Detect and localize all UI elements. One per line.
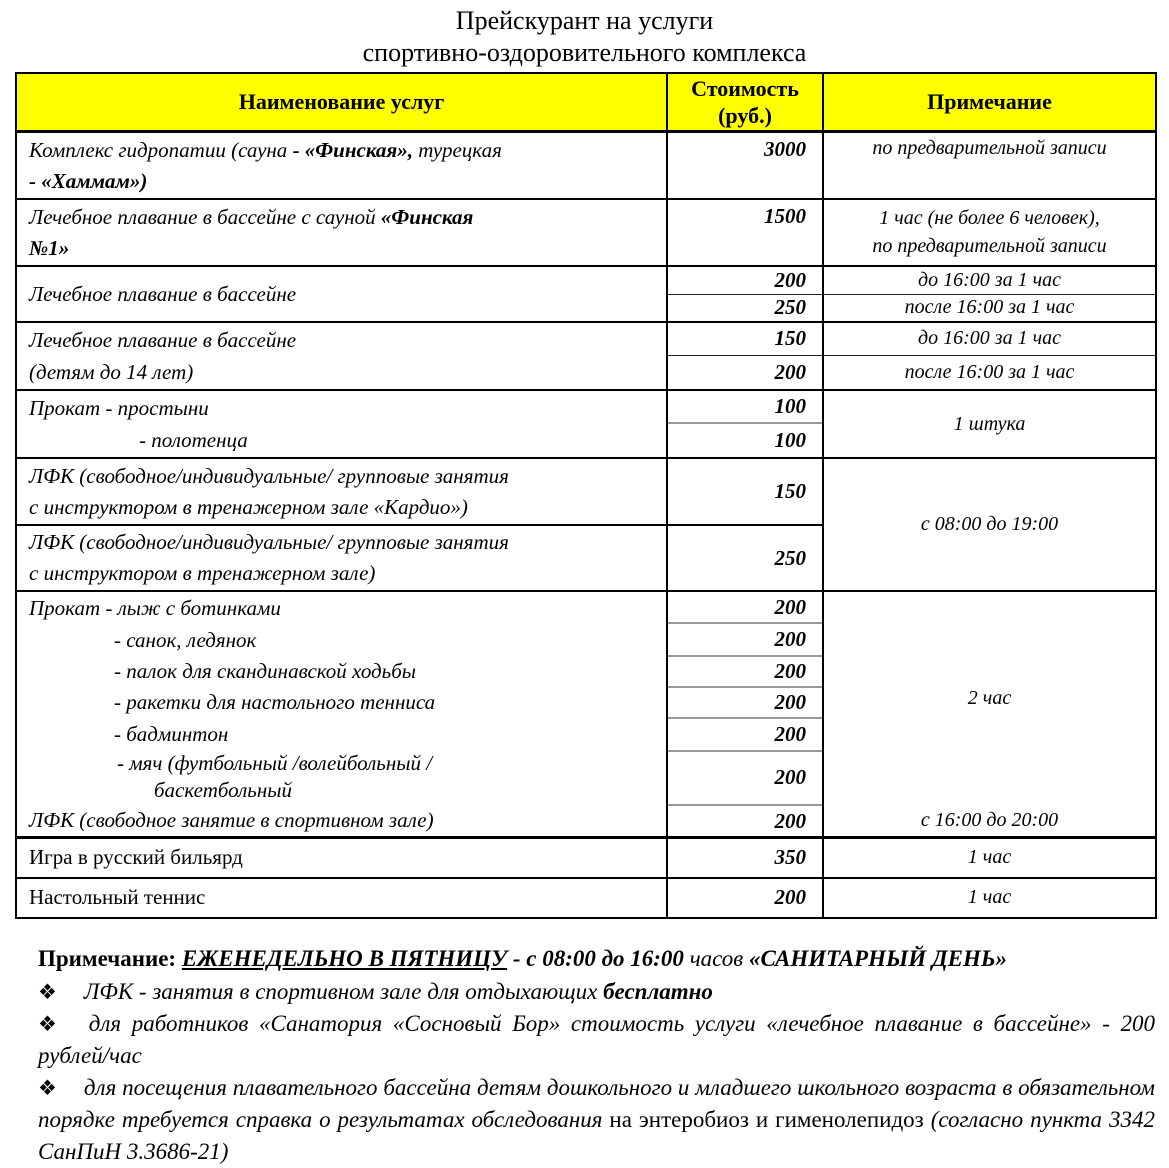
title-line-2: спортивно-оздоровительного комплекса [362, 38, 807, 67]
header-cell-price [667, 73, 823, 131]
service-price: 250 [667, 525, 823, 591]
service-name-line: ЛФК (свободное занятие в спортивном зале) [29, 808, 434, 832]
service-note: после 16:00 за 1 час [823, 355, 1156, 390]
header-cell-service-name: Наименование услуг [16, 73, 667, 131]
footnote-bullet-lfk [38, 976, 1155, 1008]
header-cell-note: Примечание [823, 73, 1156, 131]
service-name: ЛФК (свободное/индивидуальные/ групповые занятия с инструктором в тренажерном зале) [16, 525, 667, 591]
footnote-heading: Примечание: ЕЖЕНЕДЕЛЬНО В ПЯТНИЦУ - с 08:00 до 16:00 часов «САНИТАРНЫЙ ДЕНЬ» [38, 945, 1007, 971]
price-table [15, 72, 1157, 919]
service-name [16, 591, 667, 838]
footnote-bullet-employees [38, 1008, 1155, 1072]
service-note: 1 час [823, 878, 1156, 918]
table-row-rental-linen [16, 390, 1156, 423]
title-line-1: Прейскурант на услуги [455, 6, 714, 35]
footnote-bullet-text: для работников «Санатория «Сосновый Бор» стоимость услуги «лечебное плавание в бассейне» - 200 рублей/час [38, 1010, 1156, 1068]
service-note-middle: 2 час [967, 686, 1012, 709]
service-name: Комплекс гидропатии (сауна - «Финская», турецкая - «Хаммам») [29, 137, 502, 193]
service-price: 200 [667, 266, 823, 294]
service-price: 200 [667, 751, 823, 806]
service-note [823, 591, 1156, 838]
header-price-line-1: Стоимость [691, 75, 799, 101]
service-price: 150 [667, 458, 823, 525]
service-price: 200 [667, 878, 823, 918]
diamond-bullet-icon: ❖ [38, 1011, 62, 1036]
service-name-line: - мяч (футбольный /волейбольный / [117, 751, 433, 775]
table-row-lfk-cardio [16, 458, 1156, 525]
service-price: 200 [667, 623, 823, 655]
service-note: по предварительной записи [872, 136, 1107, 159]
table-row-swimming-sauna [16, 199, 1156, 266]
table-row-rental-sport [16, 591, 1156, 623]
service-note: 1 час [823, 838, 1156, 878]
footnote-bullet-text: для посещения плавательного бассейна детям дошкольного и младшего школьного возраста в обязательном порядке требуется справка о результатах обследования на энтеробиоз и гименолепидоз (согласно пункта 3342 СанПиН 3.3686-21) [38, 1074, 1155, 1164]
table-header-row [16, 73, 1156, 131]
service-note-bottom: с 16:00 до 20:00 [920, 808, 1059, 831]
service-name-line: - бадминтон [114, 722, 229, 746]
service-name-line-2: - полотенца [139, 428, 248, 452]
table-row-billiards [16, 838, 1156, 878]
table-row-pool-swimming [16, 266, 1156, 294]
service-name-line-2: (детям до 14 лет) [29, 360, 194, 384]
service-note: 1 штука [823, 390, 1156, 458]
service-price: 100 [667, 423, 823, 458]
diamond-bullet-icon: ❖ [38, 1075, 57, 1100]
service-note: после 16:00 за 1 час [823, 294, 1156, 322]
footnotes-section [38, 943, 1155, 1168]
service-name-line: Прокат - лыж с ботинками [29, 596, 281, 620]
service-name-line: - ракетки для настольного тенниса [114, 690, 436, 714]
service-name-line-1: Лечебное плавание в бассейне [29, 328, 297, 352]
table-row-pool-swimming-children [16, 322, 1156, 355]
service-price: 200 [667, 355, 823, 390]
footnote-bullet-children-certificate [38, 1072, 1155, 1168]
service-name [16, 390, 667, 458]
service-name: Лечебное плавание в бассейне с сауной «Финская №1» [16, 199, 667, 266]
service-price: 100 [667, 390, 823, 423]
service-name-line-1: Прокат - простыни [29, 396, 209, 420]
service-name: Игра в русский бильярд [16, 838, 667, 878]
service-name-line: - санок, ледянок [114, 628, 257, 652]
service-price: 200 [667, 687, 823, 718]
header-price-line-2: (руб.) [718, 102, 772, 128]
diamond-bullet-icon: ❖ [38, 979, 57, 1004]
service-note: 1 час (не более 6 человек), по предварительной записи [823, 199, 1156, 266]
service-price: 200 [667, 718, 823, 750]
service-price: 150 [667, 322, 823, 355]
service-price: 200 [667, 656, 823, 687]
service-name: Лечебное плавание в бассейне [16, 266, 667, 322]
service-price: 200 [667, 591, 823, 623]
table-row-table-tennis [16, 878, 1156, 918]
page-title [0, 0, 1169, 69]
service-price: 200 [667, 805, 823, 837]
service-note: до 16:00 за 1 час [823, 322, 1156, 355]
service-price: 1500 [667, 199, 823, 266]
service-name-line: - палок для скандинавской ходьбы [114, 659, 417, 683]
service-name-line: баскетбольный [154, 778, 293, 802]
service-note: до 16:00 за 1 час [823, 266, 1156, 294]
service-name: ЛФК (свободное/индивидуальные/ групповые занятия с инструктором в тренажерном зале «Кардио») [16, 458, 667, 525]
service-name [16, 322, 667, 390]
service-price: 250 [667, 294, 823, 322]
table-row-hydropathy [16, 131, 1156, 199]
service-price: 350 [667, 838, 823, 878]
service-price: 3000 [667, 131, 823, 199]
service-note: с 08:00 до 19:00 [823, 458, 1156, 591]
footnote-bullet-text: ЛФК - занятия в спортивном зале для отдыхающих бесплатно [83, 978, 713, 1004]
service-name: Настольный теннис [16, 878, 667, 918]
